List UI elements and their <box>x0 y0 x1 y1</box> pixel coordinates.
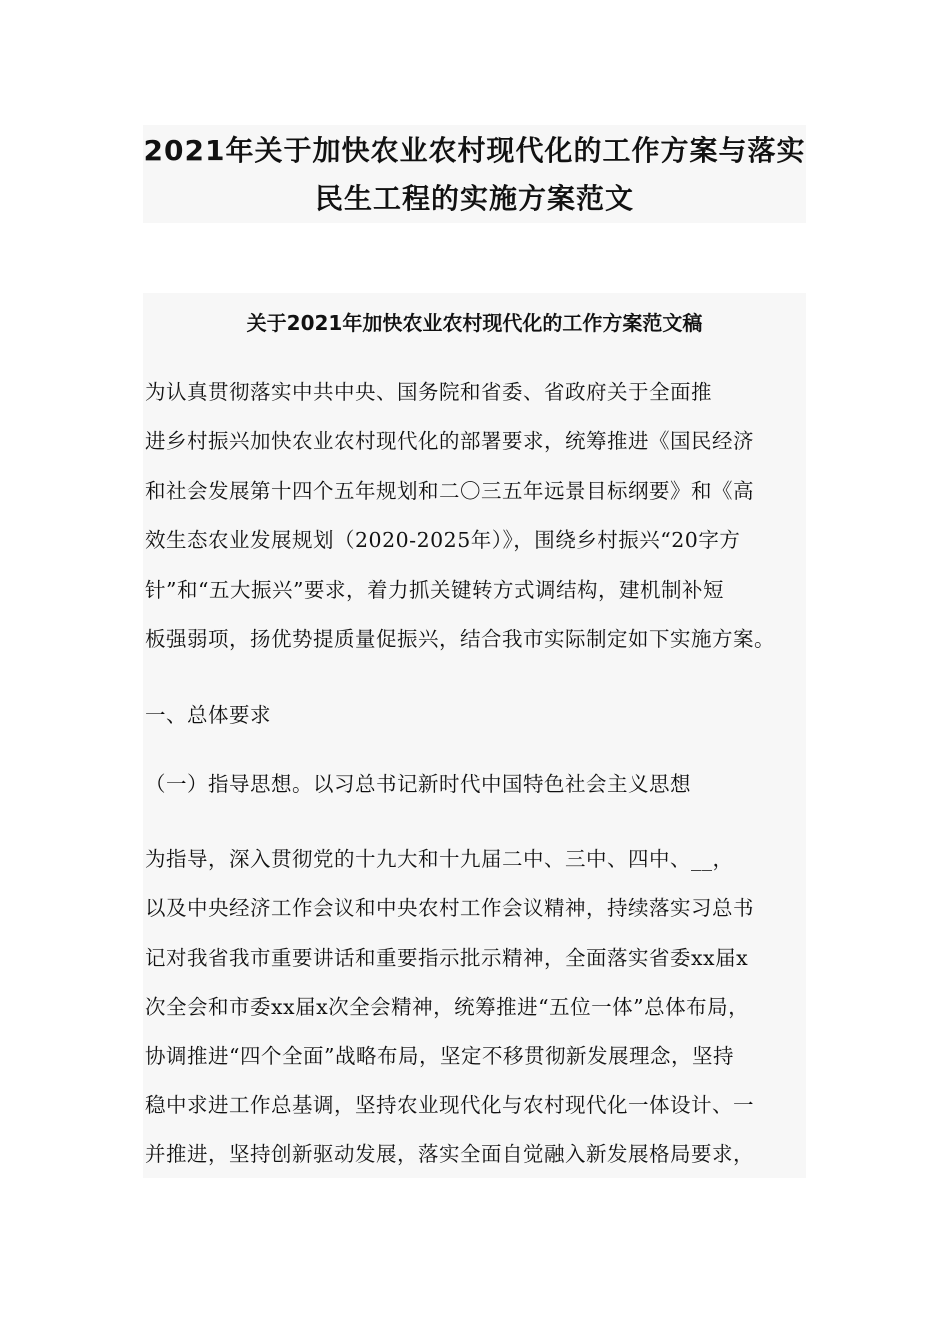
section-1-heading: 一、总体要求 <box>145 703 271 727</box>
paragraph-1-line-4: 效生态农业发展规划（2020-2025年）》，围绕乡村振兴“20字方 <box>145 528 741 552</box>
subsection-1-heading: （一）指导思想。以习总书记新时代中国特色社会主义思想 <box>145 772 691 796</box>
subtitle: 关于2021年加快农业农村现代化的工作方案范文稿 <box>246 311 703 335</box>
document-body <box>143 293 806 1178</box>
title-line-2: 民生工程的实施方案范文 <box>314 182 634 215</box>
paragraph-2-line-6: 稳中求进工作总基调，坚持农业现代化与农村现代化一体设计、一 <box>145 1093 754 1117</box>
paragraph-2-line-5: 协调推进“四个全面”战略布局，坚定不移贯彻新发展理念，坚持 <box>145 1044 734 1068</box>
paragraph-1-line-5: 针”和“五大振兴”要求，着力抓关键转方式调结构，建机制补短 <box>145 578 724 602</box>
paragraph-2-line-1: 为指导，深入贯彻党的十九大和十九届二中、三中、四中、__， <box>145 847 734 871</box>
paragraph-2-line-4: 次全会和市委xx届x次全会精神，统筹推进“五位一体”总体布局， <box>145 995 750 1019</box>
paragraph-1-line-6: 板强弱项，扬优势提质量促振兴，结合我市实际制定如下实施方案。 <box>145 627 775 651</box>
paragraph-2-line-7: 并推进，坚持创新驱动发展，落实全面自觉融入新发展格局要求， <box>145 1142 754 1166</box>
document-title <box>143 125 806 223</box>
paragraph-1-line-3: 和社会发展第十四个五年规划和二〇三五年远景目标纲要》和《高 <box>145 479 754 503</box>
paragraph-1-line-2: 进乡村振兴加快农业农村现代化的部署要求，统筹推进《国民经济 <box>145 429 754 453</box>
paragraph-2-line-3: 记对我省我市重要讲话和重要指示批示精神，全面落实省委xx届x <box>145 946 749 970</box>
paragraph-2-line-2: 以及中央经济工作会议和中央农村工作会议精神，持续落实习总书 <box>145 896 754 920</box>
paragraph-1-line-1: 为认真贯彻落实中共中央、国务院和省委、省政府关于全面推 <box>145 380 712 404</box>
title-line-1: 2021年关于加快农业农村现代化的工作方案与落实 <box>143 134 806 167</box>
